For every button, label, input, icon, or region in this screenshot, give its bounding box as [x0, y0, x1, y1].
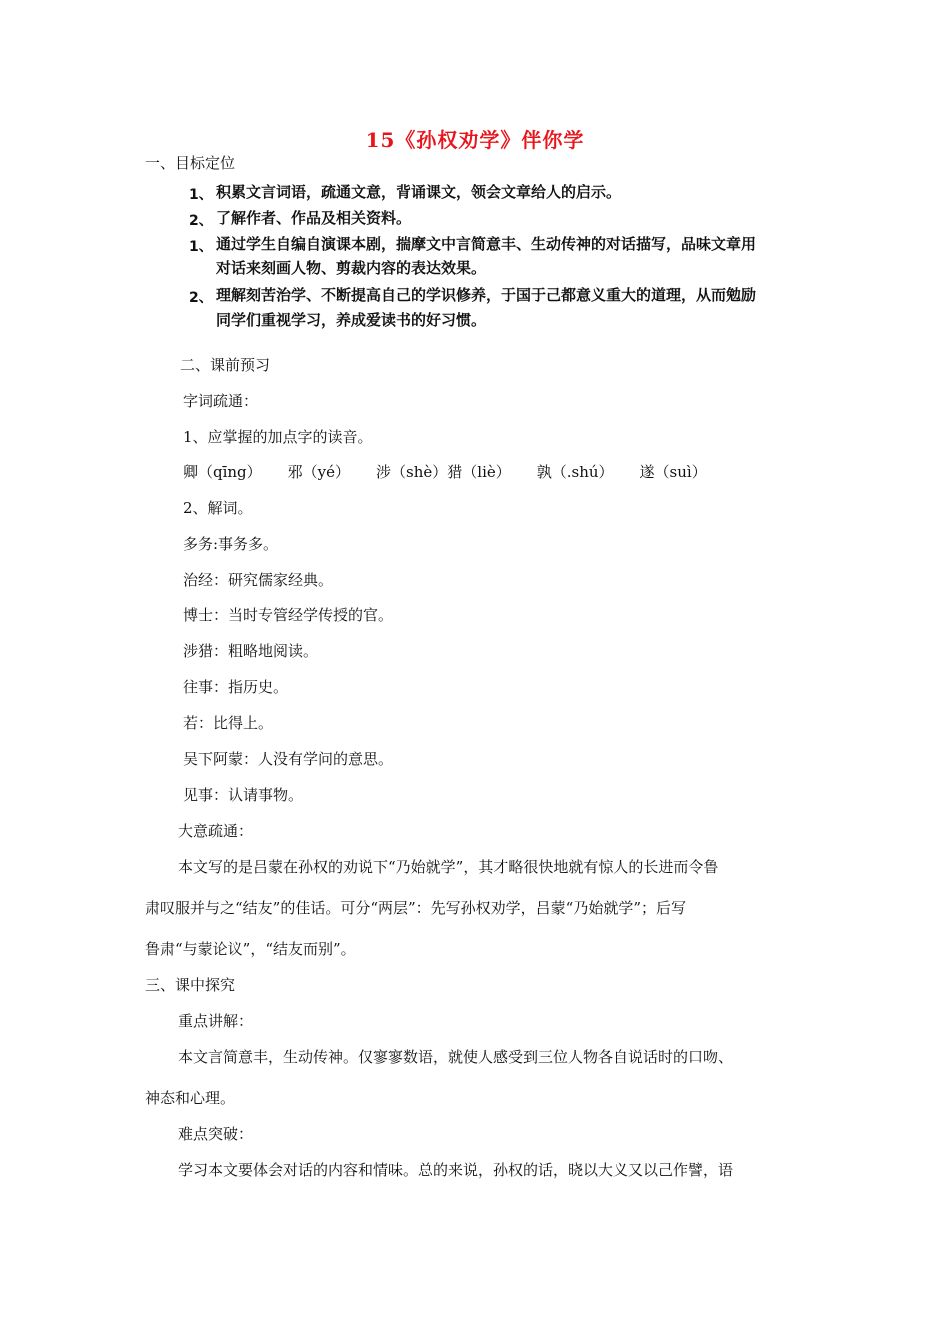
- word-definition: 博士：当时专管经学传授的官。: [183, 606, 394, 624]
- goal-text: 了解作者、作品及相关资料。: [216, 209, 412, 227]
- summary-paragraph-line: 鲁肃“与蒙论议”，“结友而别”。: [145, 940, 356, 958]
- goal-number: 2、: [189, 213, 213, 229]
- document-title: 15《孙权劝学》伴你学: [365, 128, 585, 152]
- section-heading-preview: 二、课前预习: [180, 356, 271, 374]
- word-definition: 治经：研究儒家经典。: [183, 571, 334, 589]
- goal-text: 理解刻苦治学、不断提高自己的学识修养，于国于己都意义重大的道理，从而勉励: [216, 286, 757, 304]
- goal-number: 2、: [189, 290, 213, 306]
- section-heading-goals: 一、目标定位: [145, 154, 236, 172]
- word-definition: 涉猎：粗略地阅读。: [183, 642, 319, 660]
- word-definition: 见事：认请事物。: [183, 786, 304, 804]
- pinyin-item: 遂（suì）: [639, 463, 707, 481]
- summary-paragraph-line: 本文写的是吕蒙在孙权的劝说下“乃始就学”，其才略很快地就有惊人的长进而令鲁: [178, 858, 719, 876]
- pinyin-list: [183, 462, 733, 482]
- pinyin-item: 涉（shè）猎（liè）: [376, 463, 511, 481]
- key-points-line: 神态和心理。: [145, 1089, 236, 1107]
- key-points-line: 本文言简意丰，生动传神。仅寥寥数语，就使人感受到三位人物各自说话时的口吻、: [178, 1048, 734, 1066]
- goal-text-continued: 对话来刻画人物、剪裁内容的表达效果。: [216, 259, 487, 277]
- word-definition: 若：比得上。: [183, 714, 274, 732]
- goal-number: 1、: [189, 239, 213, 255]
- pinyin-item: 邪（yé）: [287, 463, 351, 481]
- preview-item-2: 2、解词。: [183, 499, 253, 517]
- word-definition: 多务:事务多。: [183, 535, 279, 553]
- pinyin-item: 卿（qīng）: [183, 463, 262, 481]
- goal-number: 1、: [189, 187, 213, 203]
- word-definition: 往事：指历史。: [183, 678, 289, 696]
- summary-paragraph-line: 肃叹服并与之“结友”的佳话。可分“两层”：先写孙权劝学，吕蒙“乃始就学”；后写: [145, 899, 687, 917]
- pinyin-item: 孰（.shú）: [536, 463, 614, 481]
- preview-heading: 字词疏通：: [183, 392, 259, 410]
- difficulty-line: 学习本文要体会对话的内容和情味。总的来说，孙权的话，晓以大义又以己作譬，语: [178, 1161, 734, 1179]
- word-definition: 吴下阿蒙：人没有学问的意思。: [183, 750, 394, 768]
- summary-heading: 大意疏通：: [178, 822, 254, 840]
- key-points-heading: 重点讲解：: [178, 1012, 254, 1030]
- preview-item-1: 1、应掌握的加点字的读音。: [183, 428, 373, 446]
- difficulty-heading: 难点突破：: [178, 1125, 254, 1143]
- goal-text-continued: 同学们重视学习，养成爱读书的好习惯。: [216, 311, 487, 329]
- section-heading-explore: 三、课中探究: [145, 976, 236, 994]
- goal-text: 通过学生自编自演课本剧，揣摩文中言简意丰、生动传神的对话描写，品味文章用: [216, 235, 757, 253]
- goal-text: 积累文言词语，疏通文意，背诵课文，领会文章给人的启示。: [216, 183, 622, 201]
